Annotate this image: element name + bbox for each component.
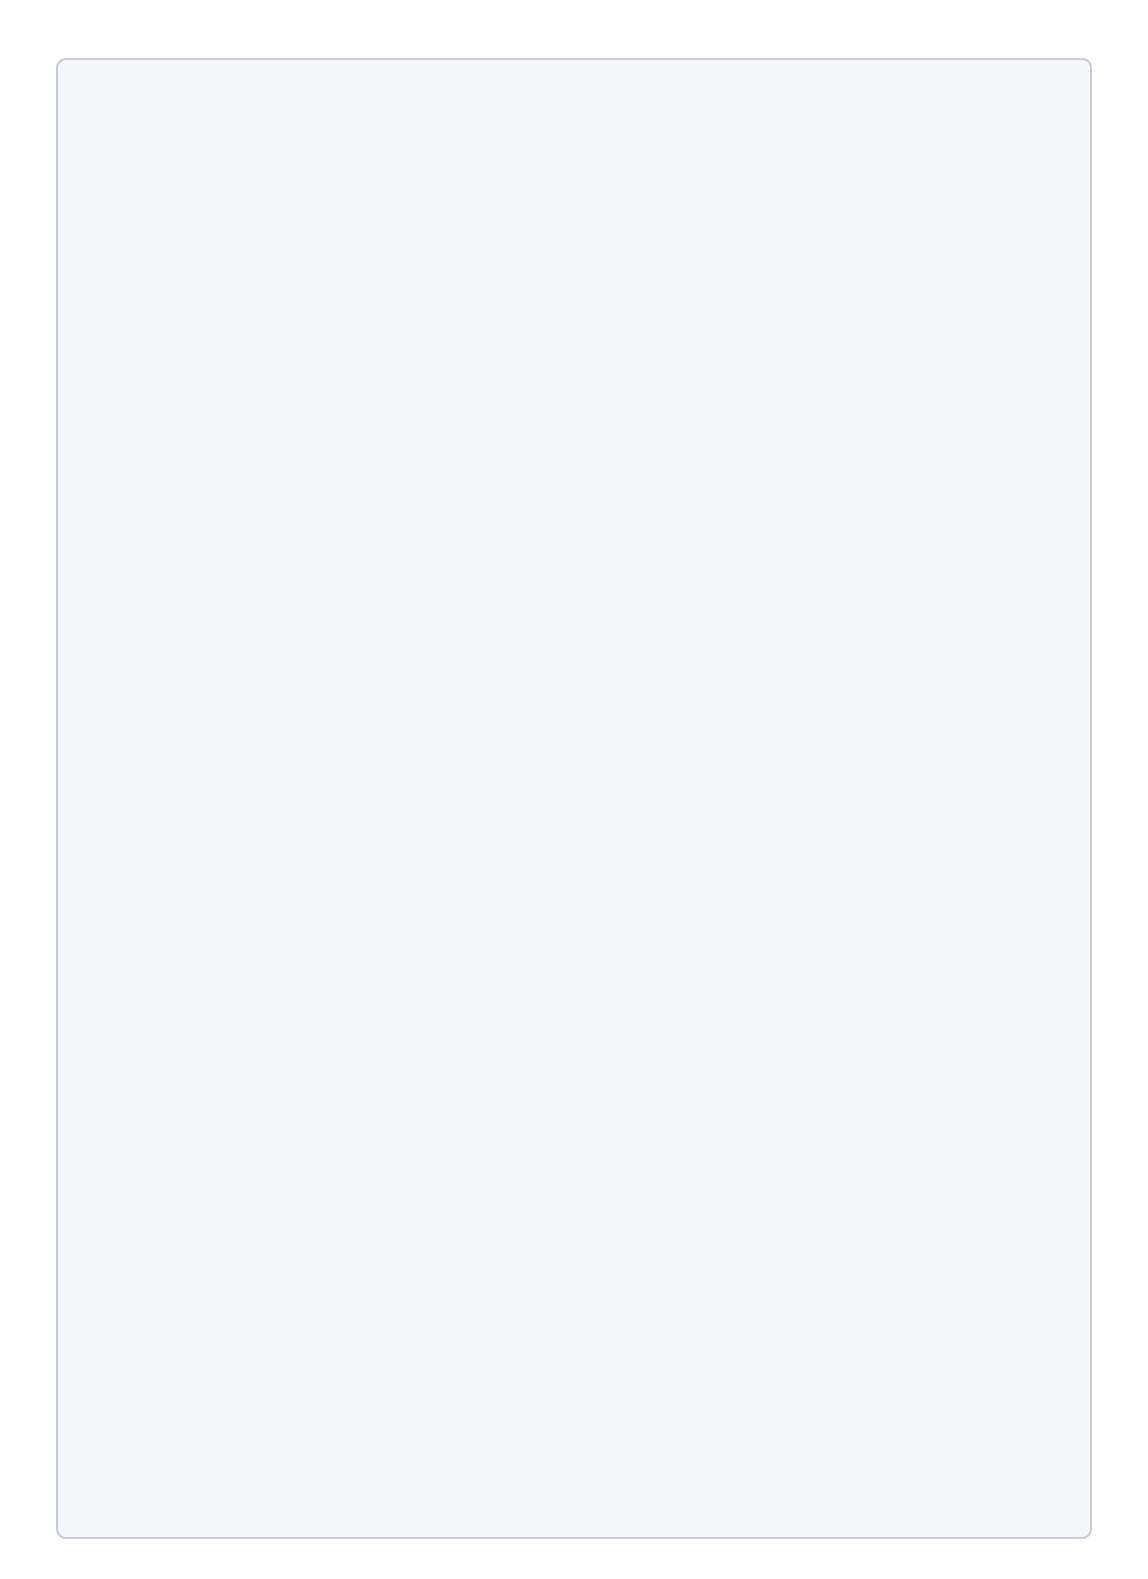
content-panel <box>56 58 1092 1539</box>
